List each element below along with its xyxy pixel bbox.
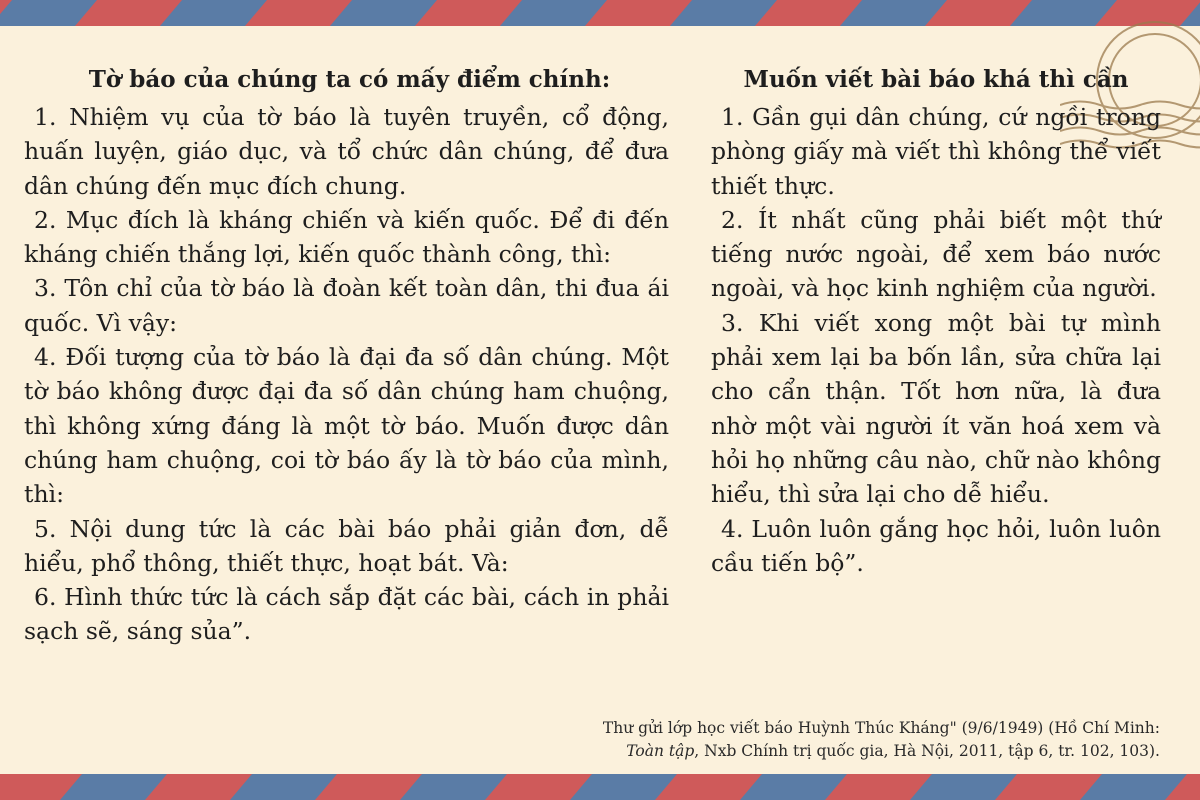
- airmail-border-bottom: [0, 774, 1200, 800]
- airmail-stripes-icon: [0, 0, 1200, 26]
- left-paragraph-1: 1. Nhiệm vụ của tờ báo là tuyên truyền, cổ động, huấn luyện, giáo dục, và tổ chức dân chúng, để đưa dân chúng đến mục đích chung.: [24, 103, 669, 200]
- left-paragraph-3: 3. Tôn chỉ của tờ báo là đoàn kết toàn dân, thi đua ái quốc. Vì vậy:: [24, 274, 669, 337]
- airmail-border-top: [0, 0, 1200, 26]
- left-paragraph-5: 5. Nội dung tức là các bài báo phải giản đơn, dễ hiểu, phổ thông, thiết thực, hoạt bát. Và:: [24, 514, 669, 577]
- left-paragraph-2: 2. Mục đích là kháng chiến và kiến quốc. Để đi đến kháng chiến thắng lợi, kiến quốc thành công, thì:: [24, 205, 669, 269]
- citation-book-title: Toàn tập: [626, 742, 695, 760]
- right-column: [711, 62, 1161, 580]
- citation-publisher: , Nxb Chính trị quốc gia, Hà Nội, 2011, tập 6, tr. 102, 103).: [694, 742, 1160, 760]
- citation-line-1: Thư gửi lớp học viết báo Huỳnh Thúc Kháng" (9/6/1949) (Hồ Chí Minh:: [602, 719, 1160, 737]
- source-citation: [560, 717, 1160, 763]
- right-paragraph-3: 3. Khi viết xong một bài tự mình phải xem lại ba bốn lần, sửa chữa lại cho cẩn thận. Tốt hơn nữa, là đưa nhờ một vài người ít văn hoá xem và hỏi họ những câu nào, chữ nào không hiểu, thì sửa lại cho dễ hiểu.: [711, 308, 1161, 509]
- left-column: [24, 62, 669, 649]
- left-paragraph-4: 4. Đối tượng của tờ báo là đại đa số dân chúng. Một tờ báo không được đại đa số dân chúng ham chuộng, thì không xứng đáng là một tờ báo. Muốn được dân chúng ham chuộng, coi tờ báo ấy là tờ báo của mình, thì:: [24, 343, 669, 509]
- right-column-title: Muốn viết bài báo khá thì cần: [743, 66, 1129, 93]
- right-paragraph-2: 2. Ít nhất cũng phải biết một thứ tiếng nước ngoài, để xem báo nước ngoài, và học kinh nghiệm của người.: [711, 205, 1161, 303]
- citation-line-2: [560, 740, 1160, 763]
- left-column-title: Tờ báo của chúng ta có mấy điểm chính:: [88, 66, 611, 93]
- right-paragraph-4: 4. Luôn luôn gắng học hỏi, luôn luôn cầu tiến bộ”.: [711, 514, 1161, 577]
- right-paragraph-1: 1. Gần gụi dân chúng, cứ ngồi trong phòng giấy mà viết thì không thể viết thiết thực.: [711, 103, 1161, 200]
- airmail-stripes-icon: [0, 774, 1200, 800]
- left-paragraph-6: 6. Hình thức tức là cách sắp đặt các bài, cách in phải sạch sẽ, sáng sủa”.: [24, 583, 669, 646]
